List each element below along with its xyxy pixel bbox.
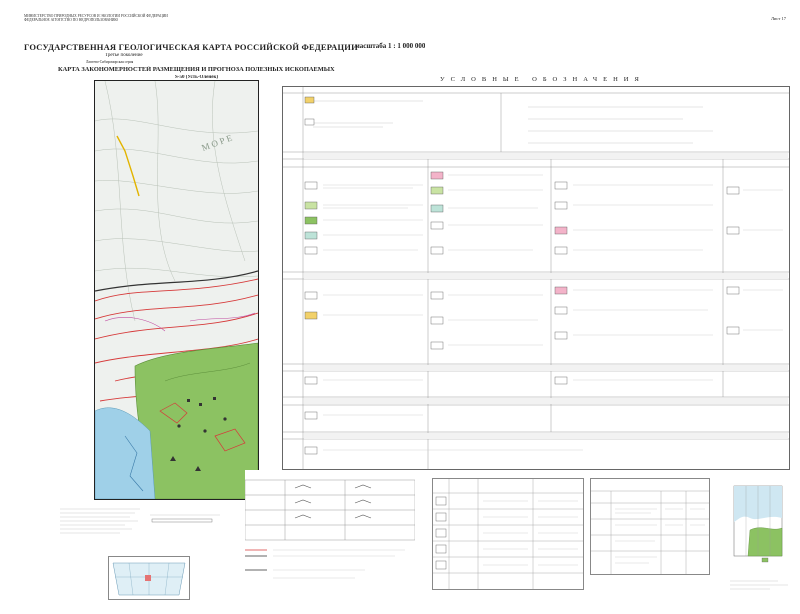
legend-title: УСЛОВНЫЕ ОБОЗНАЧЕНИЯ bbox=[440, 76, 645, 83]
sea-label: М О Р Е bbox=[200, 132, 234, 153]
main-title: ГОСУДАРСТВЕННАЯ ГЕОЛОГИЧЕСКАЯ КАРТА РОССИЙСКОЙ ФЕДЕРАЦИИ bbox=[24, 42, 358, 52]
ministry-line: ФЕДЕРАЛЬНОЕ АГЕНТСТВО ПО НЕДРОПОЛЬЗОВАНИЮ bbox=[24, 18, 119, 23]
geological-map bbox=[94, 80, 259, 500]
resource-assessment-table bbox=[590, 478, 710, 575]
scheme-map bbox=[728, 478, 788, 568]
structural-legend bbox=[245, 470, 415, 590]
resource-table-graphic bbox=[591, 479, 709, 574]
legend-panel bbox=[282, 86, 790, 470]
structural-legend-graphic bbox=[245, 470, 415, 590]
metallogenic-table-graphic bbox=[433, 479, 583, 589]
bottom-notes bbox=[60, 505, 230, 555]
legend-graphic bbox=[283, 87, 789, 469]
series-note: Лаптево-Сибироморская серия bbox=[86, 60, 134, 64]
sheet-label: S-50 (Усть-Оленёк) bbox=[175, 75, 219, 80]
ministry-line: МИНИСТЕРСТВО ПРИРОДНЫХ РЕСУРСОВ И ЭКОЛОГИИ РОССИЙСКОЙ ФЕДЕРАЦИИ bbox=[24, 14, 168, 18]
index-map-graphic bbox=[109, 557, 189, 599]
sheet-number: Лист 17 bbox=[770, 16, 786, 21]
footer-fine-print bbox=[730, 578, 790, 592]
index-map bbox=[108, 556, 190, 600]
footer-graphic bbox=[730, 578, 790, 590]
ministry-header bbox=[24, 14, 284, 23]
map-title: КАРТА ЗАКОНОМЕРНОСТЕЙ РАЗМЕЩЕНИЯ И ПРОГНОЗА ПОЛЕЗНЫХ ИСКОПАЕМЫХ bbox=[58, 66, 335, 73]
map-graphic bbox=[95, 81, 258, 499]
metallogenic-table bbox=[432, 478, 584, 590]
notes-graphic bbox=[60, 505, 230, 555]
series-title: Третье поколение bbox=[105, 53, 143, 58]
map-scale: масштаба 1 : 1 000 000 bbox=[355, 42, 426, 50]
scheme-map-graphic bbox=[728, 478, 788, 568]
